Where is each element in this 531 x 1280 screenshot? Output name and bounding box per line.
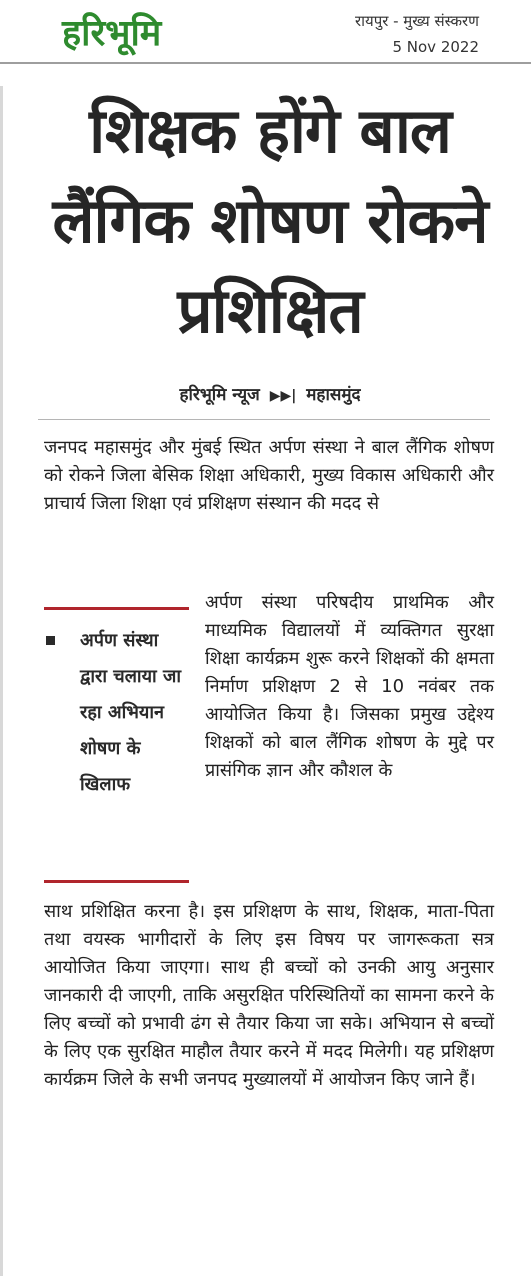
- edition-date: 5 Nov 2022: [392, 38, 479, 56]
- article-paragraph-closing: साथ प्रशिक्षित करना है। इस प्रशिक्षण के साथ, शिक्षक, माता-पिता तथा वयस्क भागीदारों के लिए इस विषय पर जागरूकता सत्र आयोजित किया जाएगा। साथ ही बच्चों को उनकी आयु अनुसार जानकारी दी जाएगी, ताकि असुरक्षित परिस्थितियों का सामना करने के लिए बच्चों को प्रभावी ढंग से तैयार किया जा सके। अभियान से बच्चों के लिए एक सुरक्षित माहौल तैयार करने में मदद मिलेगी। यह प्रशिक्षण कार्यक्रम जिले के सभी जनपद मुख्यालयों में आयोजन किए जाने हैं।: [44, 901, 494, 1090]
- square-bullet-icon: [46, 636, 55, 645]
- pullquote-rule-top: [44, 607, 189, 610]
- pullquote: [46, 623, 196, 803]
- article-paragraph-middle: अर्पण संस्था परिषदीय प्राथमिक और माध्यमिक विद्यालयों में व्यक्तिगत सुरक्षा शिक्षा कार्यक्रम शुरू करने शिक्षकों की क्षमता निर्माण प्रशिक्षण 2 से 10 नवंबर तक आयोजित किया है। जिसका प्रमुख उद्देश्य शिक्षकों को बाल लैंगिक शोषण के मुद्दे पर प्रासंगिक ज्ञान और कौशल के: [205, 592, 494, 781]
- byline-separator-icon: ▶▶|: [269, 388, 297, 404]
- pullquote-text: अर्पण संस्था द्वारा चलाया जा रहा अभियान शोषण के खिलाफ: [80, 630, 181, 795]
- newspaper-logo: हरिभूमि: [62, 13, 162, 54]
- byline-rule: [38, 419, 490, 420]
- edition-info: [355, 10, 479, 58]
- byline-source: हरिभूमि न्यूज: [179, 385, 260, 405]
- edition-name: रायपुर - मुख्य संस्करण: [354, 12, 479, 30]
- article-byline: [40, 382, 500, 409]
- article-headline: शिक्षक होंगे बाल लैंगिक शोषण रोकने प्रशिक्षित: [52, 94, 488, 347]
- masthead: [0, 0, 531, 64]
- pullquote-rule-bottom: [44, 880, 189, 883]
- page-edge-divider: [0, 86, 3, 1276]
- byline-place: महासमुंद: [306, 385, 361, 405]
- article-paragraph-intro: जनपद महासमुंद और मुंबई स्थित अर्पण संस्था ने बाल लैंगिक शोषण को रोकने जिला बेसिक शिक्षा अधिकारी, मुख्य विकास अधिकारी और प्राचार्य जिला शिक्षा एवं प्रशिक्षण संस्थान की मदद से: [44, 437, 494, 514]
